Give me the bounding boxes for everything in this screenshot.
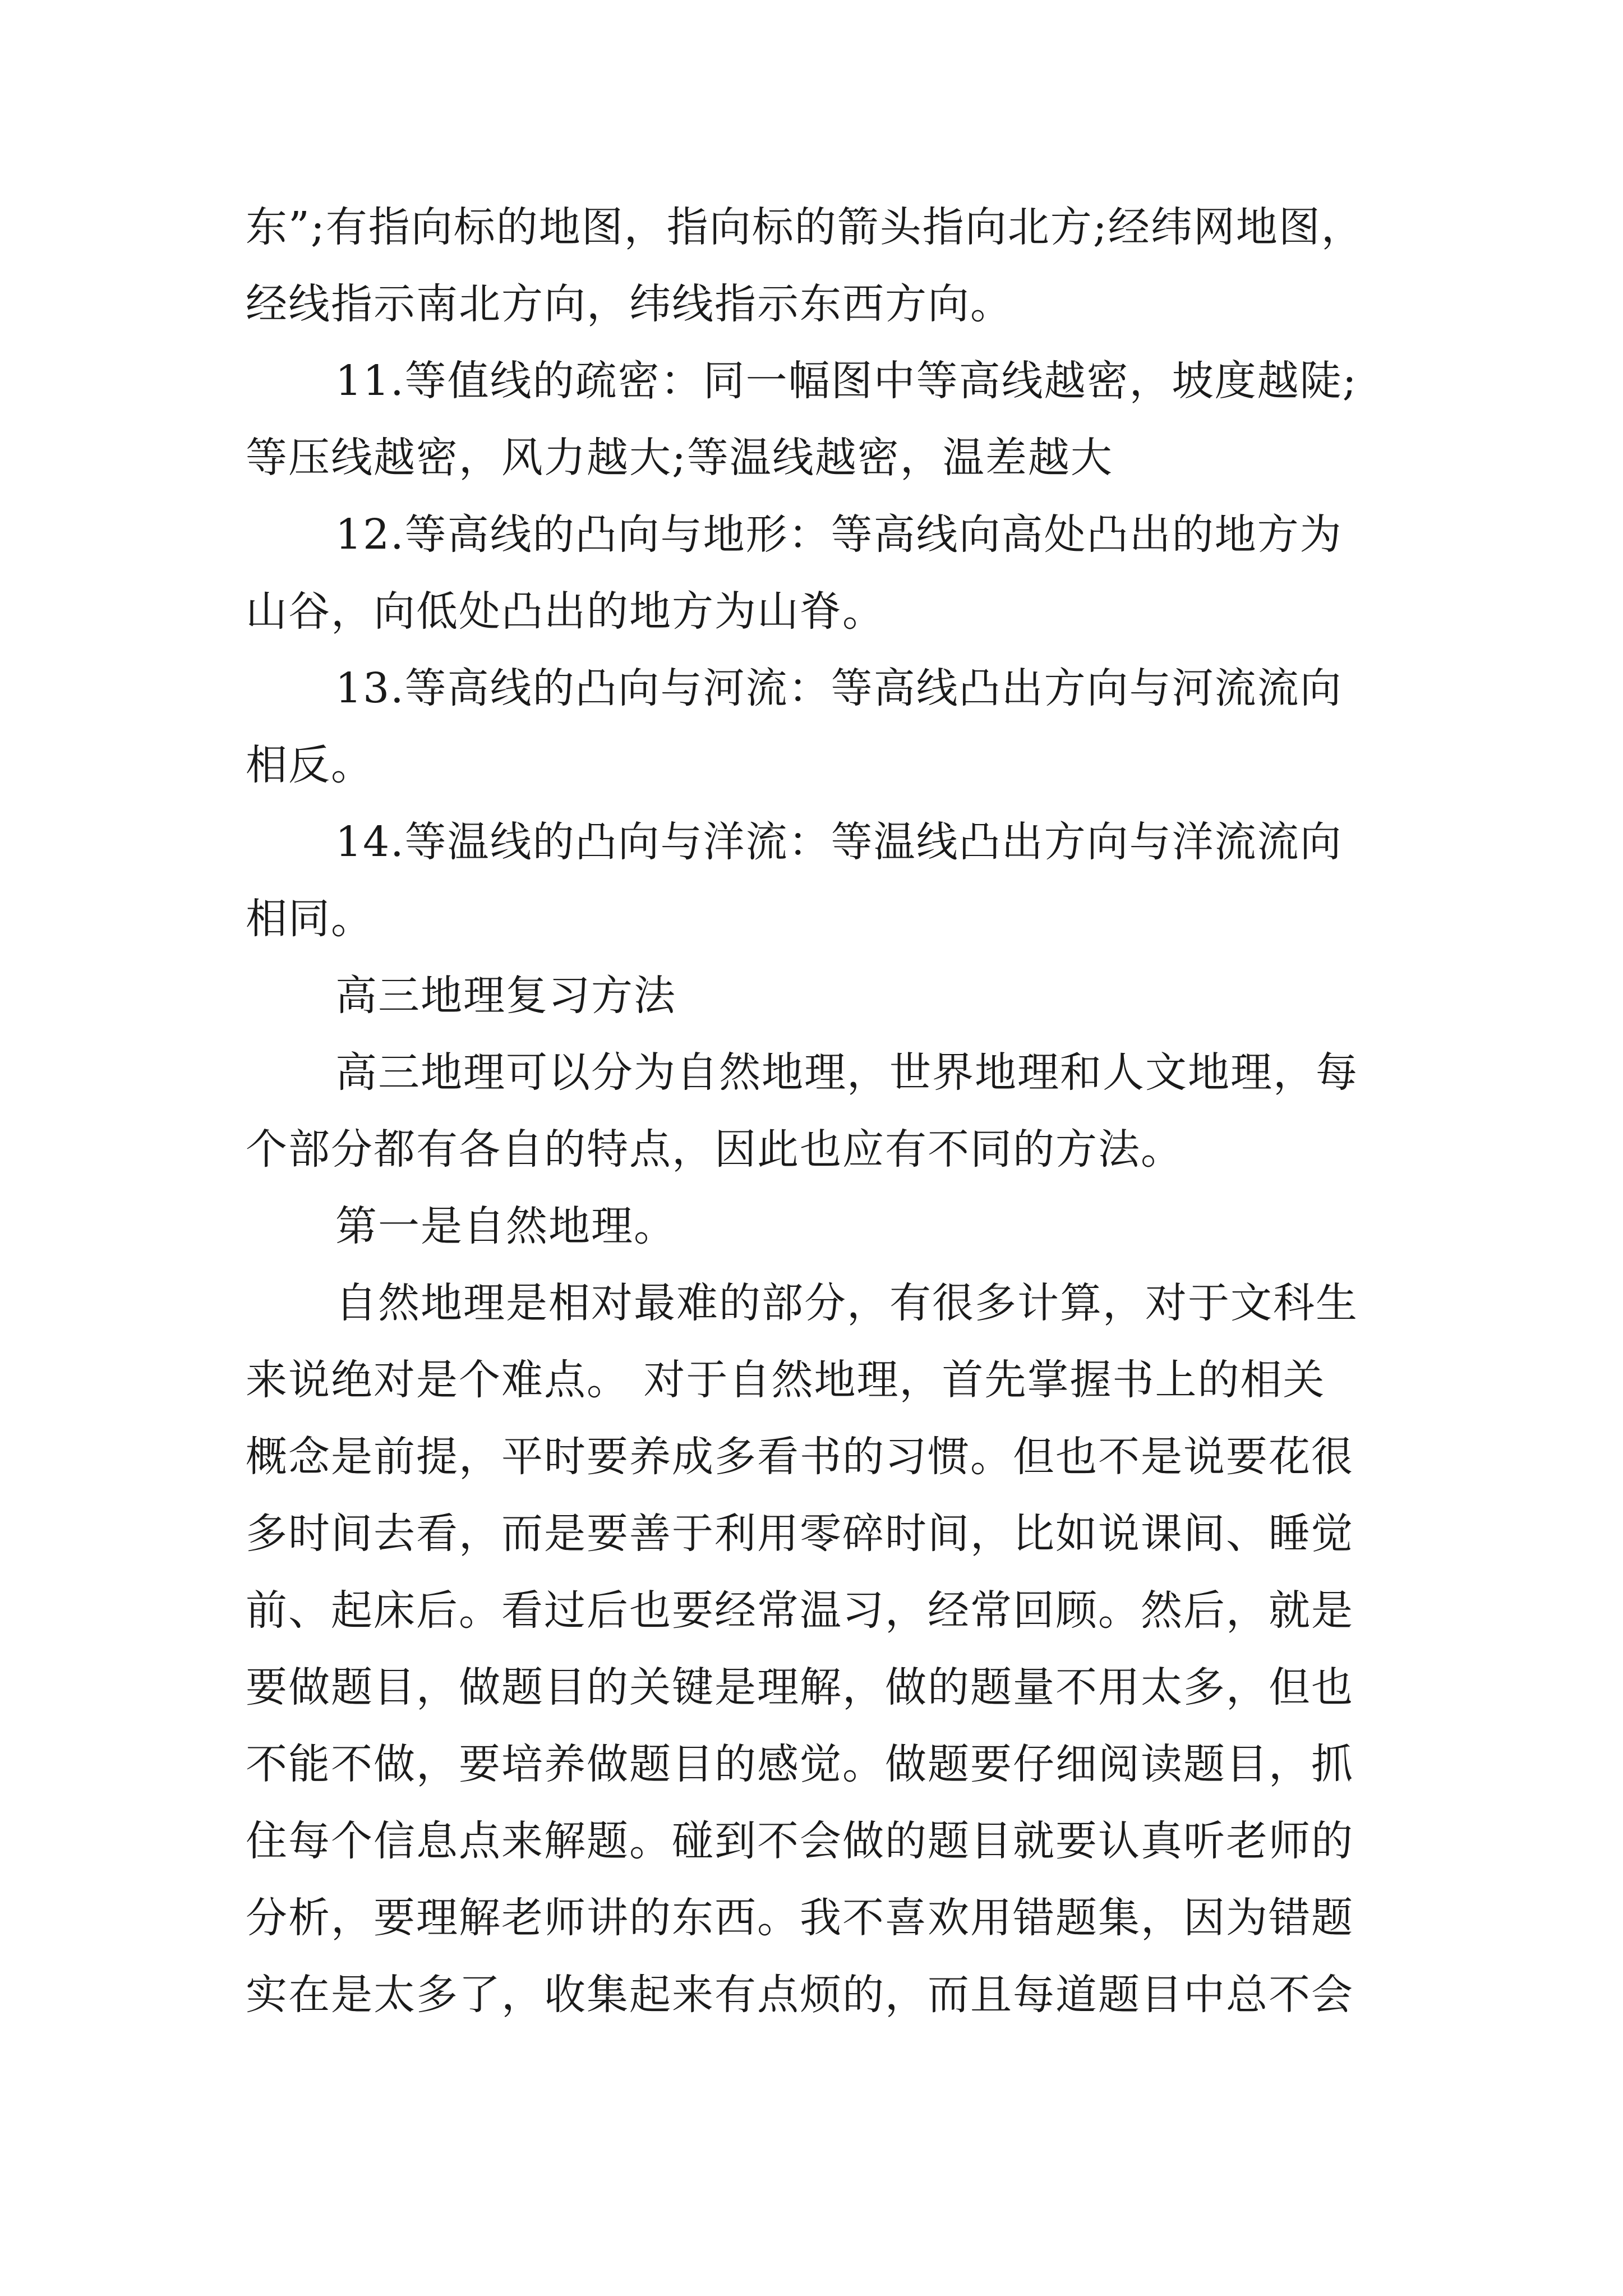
list-item-14: 14.等温线的凸向与洋流：等温线凸出方向与洋流流向 xyxy=(335,818,1343,866)
text-line: 山谷，向低处凸出的地方为山脊。 xyxy=(246,587,885,636)
paragraph-start: 自然地理是相对最难的部分，有很多计算，对于文科生 xyxy=(335,1279,1358,1327)
text-line: 多时间去看，而是要善于利用零碎时间，比如说课间、睡觉 xyxy=(246,1510,1354,1558)
list-item-11: 11.等值线的疏密：同一幅图中等高线越密，坡度越陡; xyxy=(335,357,1358,405)
text-line: 东”;有指向标的地图，指向标的箭头指向北方;经纬网地图， xyxy=(246,203,1364,251)
subsection-heading: 第一是自然地理。 xyxy=(335,1202,676,1250)
text-line: 经线指示南北方向，纬线指示东西方向。 xyxy=(246,280,1013,328)
text-line: 前、起床后。看过后也要经常温习，经常回顾。然后，就是 xyxy=(246,1586,1354,1635)
text-line: 分析，要理解老师讲的东西。我不喜欢用错题集，因为错题 xyxy=(246,1894,1354,1942)
text-line: 要做题目，做题目的关键是理解，做的题量不用太多，但也 xyxy=(246,1663,1354,1711)
text-line: 实在是太多了，收集起来有点烦的，而且每道题目中总不会 xyxy=(246,1971,1354,2019)
text-line: 相反。 xyxy=(246,741,374,789)
text-line: 来说绝对是个难点。 对于自然地理，首先掌握书上的相关 xyxy=(246,1356,1326,1404)
list-item-13: 13.等高线的凸向与河流：等高线凸出方向与河流流向 xyxy=(335,664,1343,712)
text-line: 概念是前提，平时要养成多看书的习惯。但也不是说要花很 xyxy=(246,1433,1354,1481)
text-line: 个部分都有各自的特点，因此也应有不同的方法。 xyxy=(246,1125,1183,1174)
text-line: 不能不做，要培养做题目的感觉。做题要仔细阅读题目，抓 xyxy=(246,1740,1354,1788)
text-line: 等压线越密，风力越大;等温线越密，温差越大 xyxy=(246,434,1113,482)
text-line: 住每个信息点来解题。碰到不会做的题目就要认真听老师的 xyxy=(246,1817,1354,1865)
section-heading: 高三地理复习方法 xyxy=(335,972,676,1020)
list-item-12: 12.等高线的凸向与地形：等高线向高处凸出的地方为 xyxy=(335,510,1343,559)
text-line: 相同。 xyxy=(246,895,374,943)
paragraph-start: 高三地理可以分为自然地理，世界地理和人文地理，每 xyxy=(335,1048,1358,1097)
